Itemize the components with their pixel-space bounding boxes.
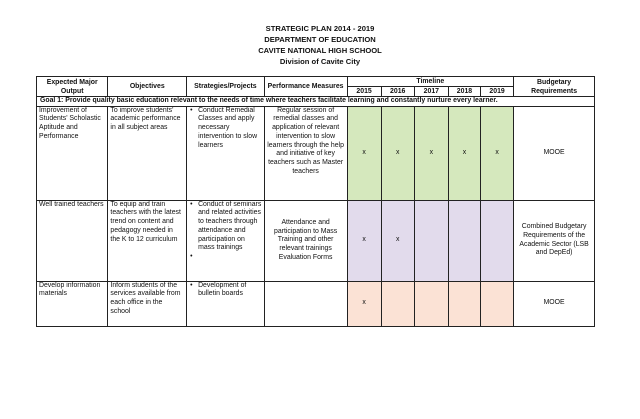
measures-cell: Attendance and participation to Mass Training and other relevant trainings Evaluation Forms — [264, 200, 347, 281]
header-output: Expected Major Output — [37, 77, 108, 97]
header-budget: Budgetary Requirements — [514, 77, 595, 97]
timeline-cell: x — [448, 106, 480, 200]
timeline-cell — [448, 281, 480, 326]
goal-row: Goal 1: Provide quality basic education relevant to the needs of time where teachers facilitate learning and constantly nurture every learner. — [37, 97, 595, 107]
school-name: CAVITE NATIONAL HIGH SCHOOL — [258, 46, 382, 55]
table-row — [37, 200, 595, 281]
objective-cell: To improve students' academic performance in all subject areas — [108, 106, 187, 200]
header-year: 2017 — [414, 87, 448, 97]
strategy-item: • Conduct Remedial Classes and apply necessary intervention to slow learners — [198, 107, 262, 151]
header-strategies: Strategies/Projects — [187, 77, 265, 97]
header-objectives: Objectives — [108, 77, 187, 97]
measures-cell — [264, 281, 347, 326]
strategies-cell — [187, 106, 265, 200]
budget-cell: MOOE — [514, 281, 595, 326]
timeline-cell: x — [481, 106, 514, 200]
header-year: 2018 — [448, 87, 480, 97]
strategy-item: • Conduct of seminars and related activities to teachers through attendance and participation on mass trainings — [198, 201, 262, 253]
timeline-cell — [414, 200, 448, 281]
budget-cell: MOOE — [514, 106, 595, 200]
header-year: 2015 — [347, 87, 381, 97]
timeline-cell — [481, 200, 514, 281]
strategic-plan-table — [36, 76, 595, 327]
timeline-cell: x — [414, 106, 448, 200]
header-timeline: Timeline — [347, 77, 514, 87]
strategy-item — [198, 253, 262, 262]
timeline-cell: x — [347, 281, 381, 326]
timeline-cell — [381, 281, 414, 326]
timeline-cell: x — [381, 106, 414, 200]
table-row — [37, 281, 595, 326]
output-cell: Develop information materials — [37, 281, 108, 326]
header-measures: Performance Measures — [264, 77, 347, 97]
header-year: 2019 — [481, 87, 514, 97]
strategy-item: • Development of bulletin boards — [198, 282, 262, 299]
timeline-cell — [448, 200, 480, 281]
timeline-cell: x — [381, 200, 414, 281]
division-name: Division of Cavite City — [279, 57, 361, 66]
strategies-cell — [187, 281, 265, 326]
objective-cell: To equip and train teachers with the latest trend on content and pedagogy needed in the K to 12 curriculum — [108, 200, 187, 281]
timeline-cell: x — [347, 200, 381, 281]
timeline-cell — [414, 281, 448, 326]
budget-cell: Combined Budgetary Requirements of the Academic Sector (LSB and DepEd) — [514, 200, 595, 281]
department-name: DEPARTMENT OF EDUCATION — [264, 35, 376, 44]
timeline-cell: x — [347, 106, 381, 200]
plan-title: STRATEGIC PLAN 2014 - 2019 — [265, 24, 375, 33]
objective-cell: Inform students of the services available from each office in the school — [108, 281, 187, 326]
table-row — [37, 106, 595, 200]
output-cell: Well trained teachers — [37, 200, 108, 281]
header-year: 2016 — [381, 87, 414, 97]
timeline-cell — [481, 281, 514, 326]
strategies-cell — [187, 200, 265, 281]
measures-cell: Regular session of remedial classes and application of relevant intervention to slow learners through the help and initiative of key teachers such as Master teachers — [264, 106, 347, 200]
output-cell: Improvement of Students' Scholastic Aptitude and Performance — [37, 106, 108, 200]
document-heading — [0, 23, 640, 67]
